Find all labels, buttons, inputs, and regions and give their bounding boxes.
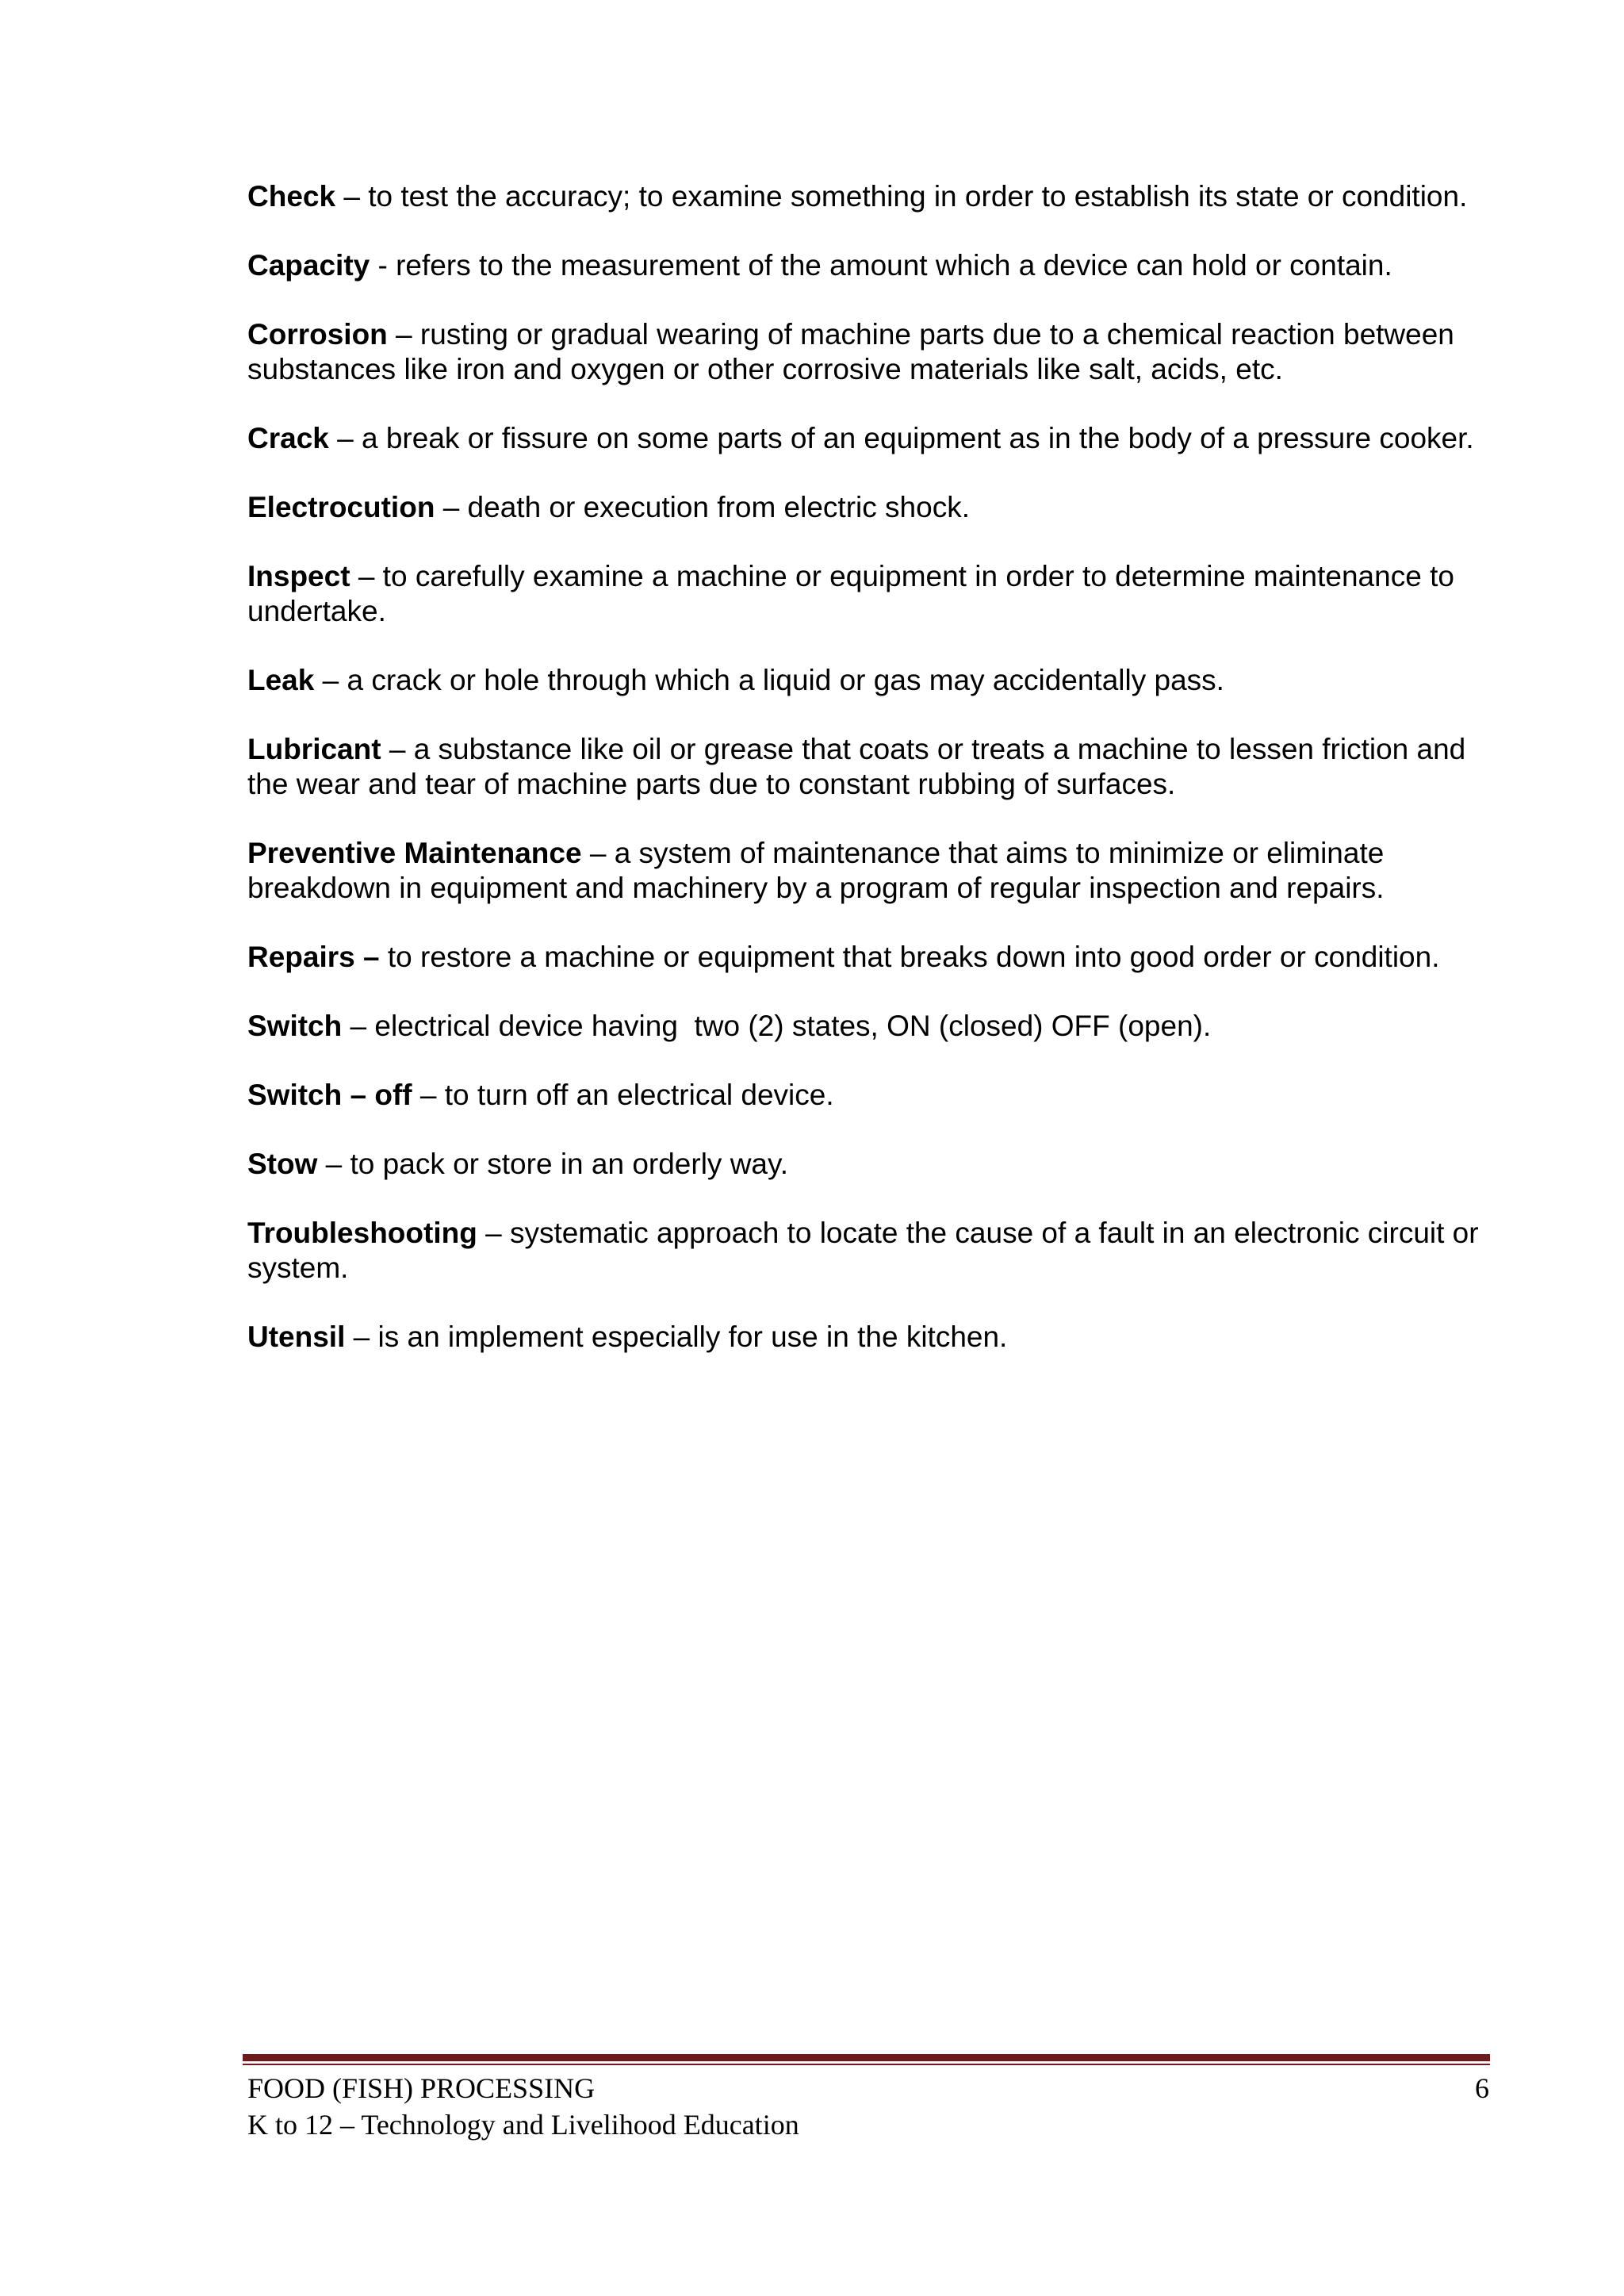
glossary-entry-repairs — [247, 940, 1492, 975]
glossary-definition: – death or execution from electric shock. — [435, 491, 970, 523]
glossary-term: Capacity — [247, 249, 370, 282]
glossary-entry-inspect — [247, 559, 1492, 629]
glossary-definition: – systematic approach to locate the cause of a fault in an electronic circuit or system. — [247, 1217, 1479, 1284]
footer-divider-thin-line — [243, 2064, 1490, 2065]
glossary-definition: – rusting or gradual wearing of machine parts due to a chemical reaction between substances like iron and oxygen or other corrosive materials like salt, acids, etc. — [247, 318, 1454, 385]
glossary-term: Repairs – — [247, 941, 380, 973]
footer-subtitle: K to 12 – Technology and Livelihood Education — [247, 2109, 799, 2141]
glossary-definition: to restore a machine or equipment that breaks down into good order or condition. — [379, 941, 1440, 973]
glossary-term: Electrocution — [247, 491, 435, 523]
glossary-entry-check — [247, 179, 1492, 214]
glossary-term: Stow — [247, 1148, 318, 1180]
glossary-definition: – electrical device having two (2) states, ON (closed) OFF (open). — [342, 1010, 1212, 1042]
glossary-entry-stow — [247, 1147, 1492, 1182]
glossary-definition: – a break or fissure on some parts of an equipment as in the body of a pressure cooker. — [328, 422, 1474, 454]
glossary-term: Switch – off — [247, 1079, 412, 1111]
glossary-definition: – is an implement especially for use in the kitchen. — [345, 1320, 1008, 1353]
glossary-term: Troubleshooting — [247, 1217, 477, 1249]
glossary-term: Leak — [247, 664, 315, 696]
page-footer — [247, 2070, 1489, 2143]
glossary-entry-corrosion — [247, 317, 1492, 387]
glossary-definition: – to test the accuracy; to examine something in order to establish its state or condition. — [335, 180, 1468, 213]
page-number: 6 — [1475, 2072, 1489, 2104]
footer-divider-thick-line — [243, 2054, 1490, 2061]
glossary-definition: – a system of maintenance that aims to minimize or eliminate breakdown in equipment and machinery by a program of regular inspection and repairs. — [247, 837, 1385, 904]
glossary-entry-lubricant — [247, 732, 1492, 802]
glossary-entry-leak — [247, 663, 1492, 698]
glossary-term: Switch — [247, 1010, 343, 1042]
glossary-term: Inspect — [247, 560, 350, 592]
footer-title: FOOD (FISH) PROCESSING — [247, 2072, 596, 2104]
glossary-entry-electrocution — [247, 490, 1492, 525]
glossary-definition: – to carefully examine a machine or equipment in order to determine maintenance to undertake. — [247, 560, 1454, 627]
glossary-list — [247, 179, 1492, 1389]
glossary-definition: – a substance like oil or grease that coats or treats a machine to lessen friction and the wear and tear of machine parts due to constant rubbing of surfaces. — [247, 733, 1466, 800]
glossary-term: Crack — [247, 422, 329, 454]
glossary-definition: - refers to the measurement of the amount which a device can hold or contain. — [370, 249, 1392, 282]
glossary-entry-preventive-maintenance — [247, 836, 1492, 906]
glossary-entry-switch — [247, 1009, 1492, 1044]
glossary-term: Check — [247, 180, 336, 213]
glossary-entry-switch-off — [247, 1078, 1492, 1113]
glossary-entry-utensil — [247, 1320, 1492, 1355]
glossary-definition: – to pack or store in an orderly way. — [317, 1148, 789, 1180]
glossary-term: Preventive Maintenance — [247, 837, 582, 869]
glossary-definition: – to turn off an electrical device. — [412, 1079, 834, 1111]
glossary-definition: – a crack or hole through which a liquid or gas may accidentally pass. — [314, 664, 1224, 696]
glossary-term: Lubricant — [247, 733, 381, 765]
footer-divider — [243, 2054, 1490, 2065]
glossary-term: Utensil — [247, 1320, 346, 1353]
glossary-entry-capacity — [247, 248, 1492, 283]
glossary-entry-troubleshooting — [247, 1216, 1492, 1286]
glossary-term: Corrosion — [247, 318, 388, 351]
glossary-entry-crack — [247, 421, 1492, 456]
